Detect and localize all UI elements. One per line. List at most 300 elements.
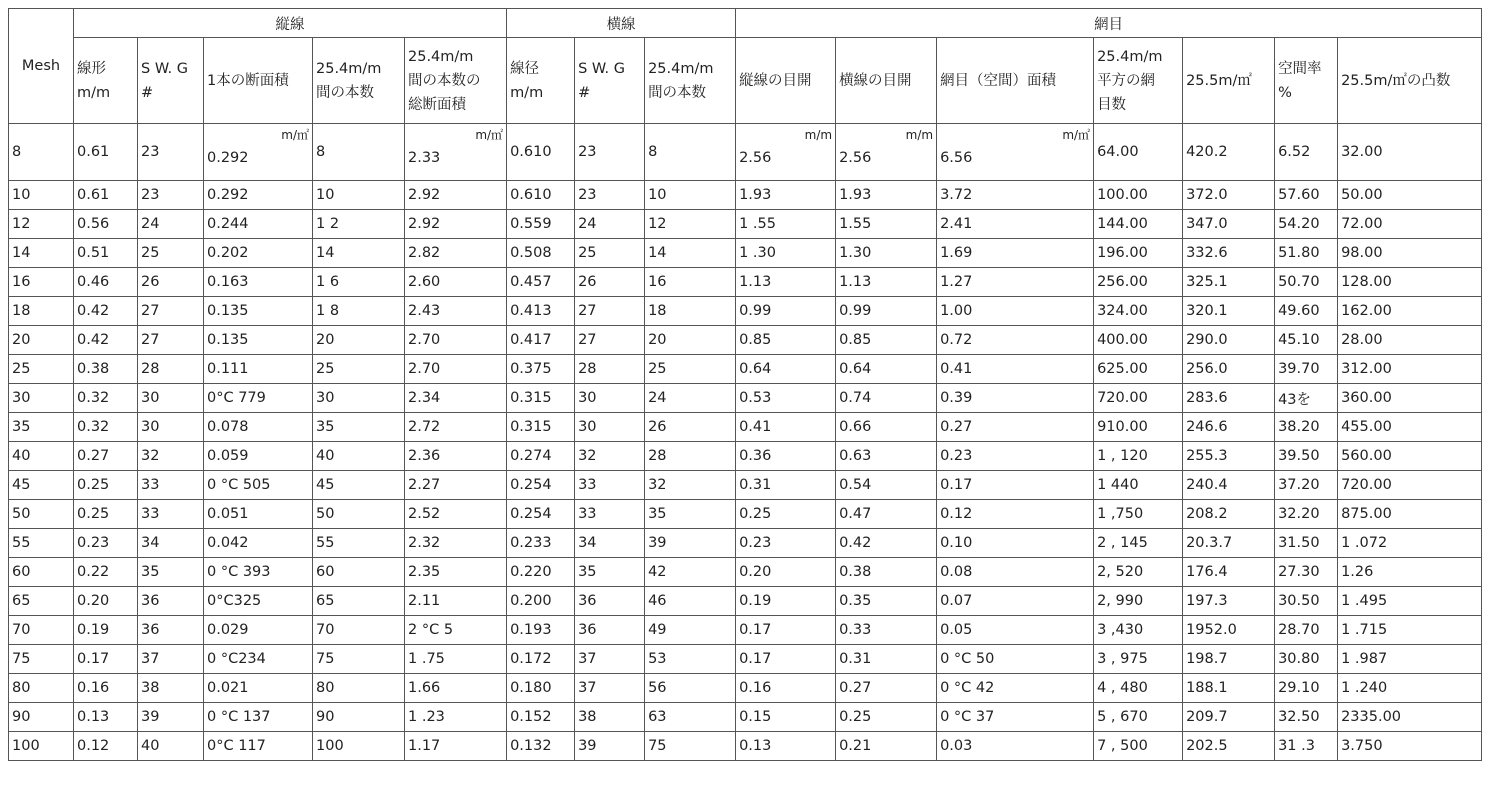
table-cell: 209.7: [1183, 703, 1275, 732]
table-cell: 2.36: [405, 442, 507, 471]
table-cell: 8: [645, 124, 736, 181]
table-cell: 0.20: [74, 587, 138, 616]
table-row: [9, 471, 1482, 500]
table-cell: 0°C 117: [204, 732, 313, 761]
table-cell: 30: [138, 384, 204, 413]
table-cell: 14: [645, 239, 736, 268]
table-cell: 0.200: [507, 587, 575, 616]
table-cell: 27: [575, 326, 645, 355]
table-cell: 0.13: [736, 732, 836, 761]
table-cell: 63: [645, 703, 736, 732]
table-cell: 65: [313, 587, 405, 616]
table-cell: 2.60: [405, 268, 507, 297]
table-cell: 1.93: [836, 181, 937, 210]
table-cell: 0.135: [204, 326, 313, 355]
table-cell: 18: [645, 297, 736, 326]
table-cell: 0.53: [736, 384, 836, 413]
table-cell: 2, 990: [1094, 587, 1183, 616]
table-cell: 0.39: [937, 384, 1094, 413]
table-cell: 0.61: [74, 181, 138, 210]
table-cell: 51.80: [1275, 239, 1338, 268]
table-cell: 1 2: [313, 210, 405, 239]
table-cell: 0.610: [507, 124, 575, 181]
mesh-cell: 20: [9, 326, 74, 355]
column-header: 空間率 %: [1275, 38, 1338, 124]
table-cell: 37: [575, 645, 645, 674]
table-cell: 0.202: [204, 239, 313, 268]
table-cell: 90: [313, 703, 405, 732]
table-cell: 208.2: [1183, 500, 1275, 529]
table-cell: 10: [313, 181, 405, 210]
table-cell: 38: [138, 674, 204, 703]
table-cell: 28: [645, 442, 736, 471]
table-cell: 0.375: [507, 355, 575, 384]
unit-label: m/㎡: [1062, 128, 1091, 142]
table-cell: 128.00: [1338, 268, 1482, 297]
table-cell: 4 , 480: [1094, 674, 1183, 703]
table-cell: 2.72: [405, 413, 507, 442]
column-header: 横線の目開: [836, 38, 937, 124]
table-cell: 1 .240: [1338, 674, 1482, 703]
table-cell: 0.163: [204, 268, 313, 297]
table-cell: 31.50: [1275, 529, 1338, 558]
table-cell: 2.32: [405, 529, 507, 558]
table-cell: 38.20: [1275, 413, 1338, 442]
table-cell: 27: [138, 326, 204, 355]
table-cell: 10: [645, 181, 736, 210]
table-cell: 0.85: [736, 326, 836, 355]
table-cell: 0.07: [937, 587, 1094, 616]
table-cell: 0.31: [836, 645, 937, 674]
table-cell: 31 .3: [1275, 732, 1338, 761]
table-cell: 1.17: [405, 732, 507, 761]
table-cell: 2.34: [405, 384, 507, 413]
table-cell: 144.00: [1094, 210, 1183, 239]
table-row: [9, 442, 1482, 471]
table-cell: 0.244: [204, 210, 313, 239]
table-cell: 0.41: [736, 413, 836, 442]
table-cell: 30: [575, 413, 645, 442]
table-cell: 33: [575, 471, 645, 500]
table-cell: 50.00: [1338, 181, 1482, 210]
column-header: 25.5m/㎡: [1183, 38, 1275, 124]
table-cell: 26: [138, 268, 204, 297]
table-cell: 2.70: [405, 355, 507, 384]
table-cell: 0 °C 42: [937, 674, 1094, 703]
table-cell: 49: [645, 616, 736, 645]
table-cell: 7 , 500: [1094, 732, 1183, 761]
table-cell: 0.292: [204, 181, 313, 210]
table-row: [9, 239, 1482, 268]
table-cell: 0.99: [836, 297, 937, 326]
table-cell: 30.50: [1275, 587, 1338, 616]
table-cell: 0.059: [204, 442, 313, 471]
table-cell: 0.315: [507, 413, 575, 442]
table-row: [9, 326, 1482, 355]
mesh-cell: 16: [9, 268, 74, 297]
table-cell: 36: [575, 587, 645, 616]
table-cell: 0.254: [507, 471, 575, 500]
table-cell: 324.00: [1094, 297, 1183, 326]
table-cell: 332.6: [1183, 239, 1275, 268]
table-cell: [937, 124, 1094, 181]
table-cell: 0.25: [74, 471, 138, 500]
table-cell: 176.4: [1183, 558, 1275, 587]
table-cell: 5 , 670: [1094, 703, 1183, 732]
table-cell: 0.36: [736, 442, 836, 471]
table-cell: 0.42: [836, 529, 937, 558]
table-cell: 35: [575, 558, 645, 587]
table-cell: 0.22: [74, 558, 138, 587]
table-cell: 30.80: [1275, 645, 1338, 674]
table-cell: 32: [138, 442, 204, 471]
mesh-cell: 8: [9, 124, 74, 181]
table-cell: 0.274: [507, 442, 575, 471]
header-group-warp: 縦線: [74, 9, 507, 38]
table-cell: 39.50: [1275, 442, 1338, 471]
table-cell: 0.10: [937, 529, 1094, 558]
table-cell: 37: [138, 645, 204, 674]
table-cell: 246.6: [1183, 413, 1275, 442]
mesh-cell: 90: [9, 703, 74, 732]
table-cell: 1 440: [1094, 471, 1183, 500]
mesh-cell: 60: [9, 558, 74, 587]
mesh-cell: 55: [9, 529, 74, 558]
mesh-cell: 45: [9, 471, 74, 500]
table-cell: 72.00: [1338, 210, 1482, 239]
cell-value: 6.56: [940, 150, 973, 166]
table-cell: 0.05: [937, 616, 1094, 645]
table-cell: 12: [645, 210, 736, 239]
table-cell: 0 °C 50: [937, 645, 1094, 674]
table-cell: 197.3: [1183, 587, 1275, 616]
table-cell: 1 .75: [405, 645, 507, 674]
table-cell: 0.61: [74, 124, 138, 181]
table-cell: 0.042: [204, 529, 313, 558]
table-cell: 196.00: [1094, 239, 1183, 268]
table-cell: 28: [138, 355, 204, 384]
table-row: [9, 616, 1482, 645]
table-cell: 54.20: [1275, 210, 1338, 239]
table-row: [9, 587, 1482, 616]
table-cell: 0°C325: [204, 587, 313, 616]
table-cell: 312.00: [1338, 355, 1482, 384]
column-header: 縦線の目開: [736, 38, 836, 124]
table-cell: 560.00: [1338, 442, 1482, 471]
table-cell: 34: [575, 529, 645, 558]
table-cell: 0 °C 393: [204, 558, 313, 587]
table-row: [9, 124, 1482, 181]
table-cell: 28: [575, 355, 645, 384]
table-cell: 0.74: [836, 384, 937, 413]
table-cell: 720.00: [1338, 471, 1482, 500]
table-cell: 0.559: [507, 210, 575, 239]
table-cell: 42: [645, 558, 736, 587]
table-cell: 2.92: [405, 181, 507, 210]
table-cell: 0.56: [74, 210, 138, 239]
table-cell: 2.70: [405, 326, 507, 355]
table-cell: 50: [313, 500, 405, 529]
table-cell: 0.220: [507, 558, 575, 587]
table-row: [9, 703, 1482, 732]
table-cell: 347.0: [1183, 210, 1275, 239]
table-cell: 2.11: [405, 587, 507, 616]
table-cell: 1.00: [937, 297, 1094, 326]
table-cell: 27.30: [1275, 558, 1338, 587]
table-cell: 2335.00: [1338, 703, 1482, 732]
table-cell: 28.00: [1338, 326, 1482, 355]
table-cell: 43を: [1275, 384, 1338, 413]
mesh-cell: 10: [9, 181, 74, 210]
table-cell: 1.13: [736, 268, 836, 297]
table-cell: 320.1: [1183, 297, 1275, 326]
table-cell: 0.23: [736, 529, 836, 558]
table-cell: 37.20: [1275, 471, 1338, 500]
table-cell: 2.27: [405, 471, 507, 500]
table-cell: 27: [138, 297, 204, 326]
table-cell: 3.72: [937, 181, 1094, 210]
table-cell: 1 , 120: [1094, 442, 1183, 471]
table-cell: 1952.0: [1183, 616, 1275, 645]
table-cell: 30: [575, 384, 645, 413]
table-cell: 25: [575, 239, 645, 268]
table-cell: 0.25: [74, 500, 138, 529]
unit-label: m/m: [804, 128, 833, 142]
table-cell: 0.03: [937, 732, 1094, 761]
table-row: [9, 384, 1482, 413]
table-cell: 1.69: [937, 239, 1094, 268]
table-cell: 0 °C234: [204, 645, 313, 674]
column-header: S W. G #: [575, 38, 645, 124]
table-cell: 0.64: [736, 355, 836, 384]
table-cell: 1 .23: [405, 703, 507, 732]
header-group-weft: 横線: [507, 9, 736, 38]
table-row: [9, 674, 1482, 703]
table-cell: 0 °C 37: [937, 703, 1094, 732]
table-cell: 80: [313, 674, 405, 703]
table-cell: 0.12: [937, 500, 1094, 529]
table-row: [9, 558, 1482, 587]
table-cell: 0.38: [74, 355, 138, 384]
mesh-cell: 65: [9, 587, 74, 616]
table-cell: 25: [645, 355, 736, 384]
table-cell: 2 , 145: [1094, 529, 1183, 558]
table-cell: 2.82: [405, 239, 507, 268]
table-cell: 75: [313, 645, 405, 674]
table-cell: 39: [575, 732, 645, 761]
table-cell: 3.750: [1338, 732, 1482, 761]
table-cell: 27: [575, 297, 645, 326]
mesh-cell: 25: [9, 355, 74, 384]
table-cell: 0.17: [736, 616, 836, 645]
table-cell: 0.42: [74, 326, 138, 355]
table-cell: 1 .30: [736, 239, 836, 268]
table-cell: 2.41: [937, 210, 1094, 239]
table-cell: 0.417: [507, 326, 575, 355]
table-cell: [405, 124, 507, 181]
table-cell: 0.21: [836, 732, 937, 761]
table-cell: 0 °C 137: [204, 703, 313, 732]
table-cell: 38: [575, 703, 645, 732]
table-cell: 162.00: [1338, 297, 1482, 326]
table-cell: 0.27: [836, 674, 937, 703]
table-cell: 55: [313, 529, 405, 558]
table-cell: 32.50: [1275, 703, 1338, 732]
table-cell: 32.00: [1338, 124, 1482, 181]
cell-value: 2.33: [408, 150, 441, 166]
table-cell: 256.0: [1183, 355, 1275, 384]
column-header: 線形 m/m: [74, 38, 138, 124]
table-cell: [204, 124, 313, 181]
table-cell: 0.23: [74, 529, 138, 558]
table-cell: [736, 124, 836, 181]
table-cell: 45: [313, 471, 405, 500]
table-cell: 2.92: [405, 210, 507, 239]
table-cell: 40: [313, 442, 405, 471]
table-cell: 0.17: [937, 471, 1094, 500]
table-cell: 1.93: [736, 181, 836, 210]
table-cell: 100: [313, 732, 405, 761]
table-cell: 24: [575, 210, 645, 239]
table-cell: 32.20: [1275, 500, 1338, 529]
table-cell: 0.180: [507, 674, 575, 703]
table-cell: 98.00: [1338, 239, 1482, 268]
table-cell: 0.15: [736, 703, 836, 732]
table-cell: 14: [313, 239, 405, 268]
table-cell: 100.00: [1094, 181, 1183, 210]
table-cell: 0.021: [204, 674, 313, 703]
table-cell: 0.47: [836, 500, 937, 529]
table-cell: 0.135: [204, 297, 313, 326]
table-cell: 32: [645, 471, 736, 500]
table-cell: 40: [138, 732, 204, 761]
table-cell: 0.193: [507, 616, 575, 645]
table-cell: 0.25: [836, 703, 937, 732]
table-cell: 46: [645, 587, 736, 616]
table-cell: 1.13: [836, 268, 937, 297]
table-cell: 36: [138, 587, 204, 616]
table-cell: 16: [645, 268, 736, 297]
table-cell: 910.00: [1094, 413, 1183, 442]
table-cell: 1 .072: [1338, 529, 1482, 558]
table-cell: 1 6: [313, 268, 405, 297]
mesh-cell: 30: [9, 384, 74, 413]
table-cell: 39: [138, 703, 204, 732]
table-cell: 35: [313, 413, 405, 442]
table-cell: 875.00: [1338, 500, 1482, 529]
table-row: [9, 529, 1482, 558]
table-cell: 24: [138, 210, 204, 239]
mesh-cell: 100: [9, 732, 74, 761]
table-cell: 0.51: [74, 239, 138, 268]
table-cell: 0.508: [507, 239, 575, 268]
table-cell: 255.3: [1183, 442, 1275, 471]
table-cell: 33: [575, 500, 645, 529]
table-row: [9, 268, 1482, 297]
table-cell: 0.233: [507, 529, 575, 558]
table-cell: 0.27: [937, 413, 1094, 442]
table-row: [9, 500, 1482, 529]
table-cell: 29.10: [1275, 674, 1338, 703]
column-header: 網目（空間）面積: [937, 38, 1094, 124]
cell-value: 0.292: [207, 150, 249, 166]
table-cell: 0.63: [836, 442, 937, 471]
table-cell: 50.70: [1275, 268, 1338, 297]
table-cell: 1 .55: [736, 210, 836, 239]
mesh-spec-table-container: [8, 8, 1482, 761]
table-row: [9, 732, 1482, 761]
table-cell: 188.1: [1183, 674, 1275, 703]
table-cell: 57.60: [1275, 181, 1338, 210]
table-cell: 325.1: [1183, 268, 1275, 297]
table-cell: 0.85: [836, 326, 937, 355]
table-cell: 0.19: [736, 587, 836, 616]
unit-label: m/㎡: [475, 128, 504, 142]
column-header: 25.4m/m 間の本数の 総断面積: [405, 38, 507, 124]
table-cell: [836, 124, 937, 181]
table-cell: 1 .495: [1338, 587, 1482, 616]
table-cell: 0.16: [736, 674, 836, 703]
mesh-cell: 14: [9, 239, 74, 268]
table-cell: 0.17: [736, 645, 836, 674]
table-cell: 0.66: [836, 413, 937, 442]
table-cell: 455.00: [1338, 413, 1482, 442]
table-cell: 26: [575, 268, 645, 297]
table-row: [9, 181, 1482, 210]
table-cell: 2, 520: [1094, 558, 1183, 587]
table-cell: 0.078: [204, 413, 313, 442]
table-cell: 0.132: [507, 732, 575, 761]
table-cell: 420.2: [1183, 124, 1275, 181]
table-cell: 1 8: [313, 297, 405, 326]
table-cell: 0.152: [507, 703, 575, 732]
table-cell: 24: [645, 384, 736, 413]
column-header-row: [9, 38, 1482, 124]
table-cell: 23: [575, 181, 645, 210]
table-cell: 30: [313, 384, 405, 413]
table-cell: 39.70: [1275, 355, 1338, 384]
table-cell: 0.457: [507, 268, 575, 297]
table-cell: 0.413: [507, 297, 575, 326]
table-cell: 1.27: [937, 268, 1094, 297]
table-cell: 33: [138, 500, 204, 529]
mesh-spec-table: [8, 8, 1482, 761]
table-cell: 0.64: [836, 355, 937, 384]
table-cell: 0.029: [204, 616, 313, 645]
table-cell: 1.26: [1338, 558, 1482, 587]
table-row: [9, 355, 1482, 384]
table-row: [9, 413, 1482, 442]
table-cell: 75: [645, 732, 736, 761]
column-header: 1本の断面積: [204, 38, 313, 124]
table-cell: 20: [313, 326, 405, 355]
table-cell: 1 .987: [1338, 645, 1482, 674]
table-cell: 25: [138, 239, 204, 268]
table-cell: 39: [645, 529, 736, 558]
group-header-row: [9, 9, 1482, 38]
mesh-cell: 12: [9, 210, 74, 239]
mesh-cell: 50: [9, 500, 74, 529]
table-cell: 25: [313, 355, 405, 384]
table-cell: 1.55: [836, 210, 937, 239]
table-cell: 23: [138, 124, 204, 181]
table-cell: 0.17: [74, 645, 138, 674]
table-cell: 0.31: [736, 471, 836, 500]
table-cell: 3 ,430: [1094, 616, 1183, 645]
unit-label: m/㎡: [281, 128, 309, 142]
table-cell: 0.23: [937, 442, 1094, 471]
table-cell: 0.46: [74, 268, 138, 297]
